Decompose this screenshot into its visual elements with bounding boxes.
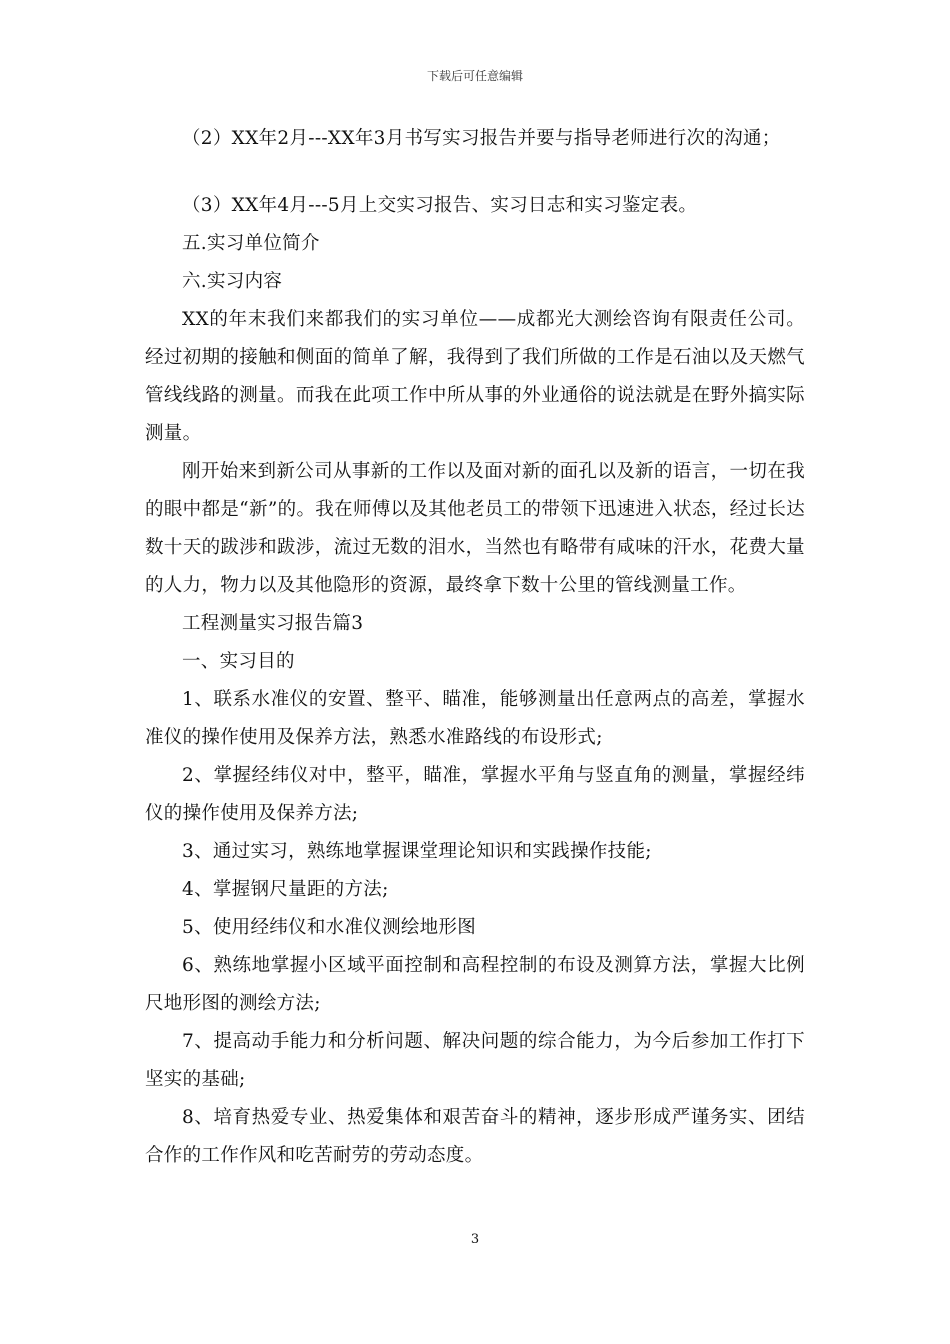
paragraph-internship-unit: XX的年末我们来都我们的实习单位——成都光大测绘咨询有限责任公司。经过初期的接触和侧面的简单了解，我得到了我们所做的工作是石油以及天燃气管线线路的测量。而我在此项工作中所从事的外业通俗的说法就是在野外搞实际测量。 — [145, 309, 805, 444]
purpose-item-8: 8、培育热爱专业、热爱集体和艰苦奋斗的精神，逐步形成严谨务实、团结合作的工作作风和吃苦耐劳的劳动态度。 — [145, 1107, 805, 1166]
page-header: 下载后可任意编辑 — [426, 69, 523, 83]
purpose-item-7: 7、提高动手能力和分析问题、解决问题的综合能力，为今后参加工作打下坚实的基础; — [145, 1031, 805, 1090]
paragraph-new-company: 刚开始来到新公司从事新的工作以及面对新的面孔以及新的语言，一切在我的眼中都是“新”的。我在师傅以及其他老员工的带领下迅速进入状态，经过长达数十天的跋涉和跋涉，流过无数的泪水，当然也有略带有咸味的汗水，花费大量的人力，物力以及其他隐形的资源，最终拿下数十公里的管线测量工作。 — [145, 461, 805, 596]
paragraph-schedule-2: （2）XX年2月---XX年3月书写实习报告并要与指导老师进行次的沟通； — [182, 128, 781, 149]
purpose-item-2: 2、掌握经纬仪对中，整平，瞄准，掌握水平角与竖直角的测量，掌握经纬仪的操作使用及保养方法; — [145, 765, 805, 824]
purpose-item-4: 4、掌握钢尺量距的方法; — [182, 879, 389, 900]
purpose-item-6: 6、熟练地掌握小区域平面控制和高程控制的布设及测算方法，掌握大比例尺地形图的测绘方法; — [145, 955, 805, 1014]
paragraph-schedule-3: （3）XX年4月---5月上交实习报告、实习日志和实习鉴定表。 — [182, 195, 698, 216]
section-heading-purpose: 一、实习目的 — [182, 651, 295, 672]
document-body — [145, 120, 805, 1175]
purpose-item-5: 5、使用经纬仪和水准仪测绘地形图 — [182, 917, 477, 938]
purpose-item-3: 3、通过实习，熟练地掌握课堂理论知识和实践操作技能; — [182, 841, 652, 862]
purpose-item-1: 1、联系水准仪的安置、整平、瞄准，能够测量出任意两点的高差，掌握水准仪的操作使用及保养方法，熟悉水准路线的布设形式; — [145, 689, 805, 748]
report-title: 工程测量实习报告篇3 — [182, 613, 364, 634]
section-heading-content: 六.实习内容 — [182, 271, 283, 292]
page-number: 3 — [470, 1232, 480, 1247]
section-heading-unit-intro: 五.实习单位简介 — [182, 233, 320, 254]
